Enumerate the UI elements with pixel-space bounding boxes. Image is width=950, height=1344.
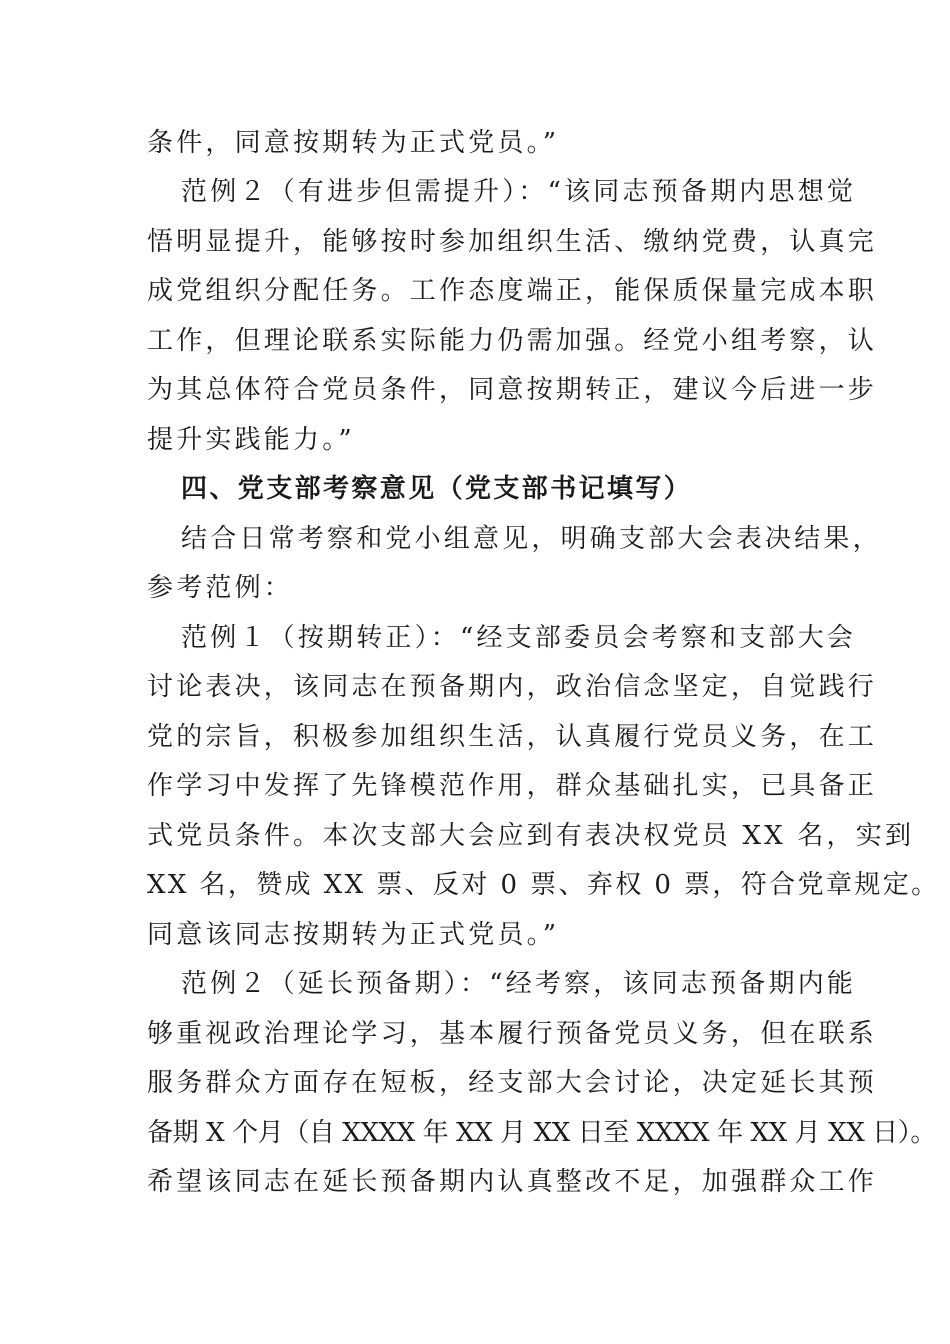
text-line: 希望该同志在延长预备期内认真整改不足，加强群众工作: [147, 1167, 878, 1197]
text-line: 结合日常考察和党小组意见，明确支部大会表决结果，: [181, 524, 882, 554]
text-line: 党的宗旨，积极参加组织生活，认真履行党员义务，在工: [147, 722, 878, 752]
text-line: 悟明显提升，能够按时参加组织生活、缴纳党费，认真完: [147, 227, 878, 257]
text-line: XX 名，赞成 XX 票、反对 0 票、弃权 0 票，符合党章规定。: [147, 870, 940, 900]
text-line: 条件，同意按期转为正式党员。”: [147, 128, 560, 158]
text-line: 提升实践能力。”: [147, 425, 355, 455]
text-line: 作学习中发挥了先锋模范作用，群众基础扎实，已具备正: [147, 771, 878, 801]
text-line: 备期 X 个月（自 XXXX 年 XX 月 XX 日至 XXXX 年 XX 月 XX 日）。: [147, 1118, 936, 1148]
text-line: 范例１（按期转正）：“经支部委员会考察和支部大会: [181, 623, 857, 653]
text-line: 参考范例：: [147, 573, 294, 603]
text-line: 式党员条件。本次支部大会应到有表决权党员 XX 名，实到: [147, 821, 915, 851]
text-line: 范例２（有进步但需提升）：“该同志预备期内思想觉: [181, 177, 857, 207]
text-line: 服务群众方面存在短板，经支部大会讨论，决定延长其预: [147, 1068, 878, 1098]
text-line: 为其总体符合党员条件，同意按期转正，建议今后进一步: [147, 375, 878, 405]
text-line: 讨论表决，该同志在预备期内，政治信念坚定，自觉践行: [147, 672, 878, 702]
text-line: 成党组织分配任务。工作态度端正，能保质保量完成本职: [147, 276, 878, 306]
text-line: 范例２（延长预备期）：“经考察，该同志预备期内能: [181, 969, 857, 999]
section-heading: 四、党支部考察意见（党支部书记填写）: [181, 474, 693, 504]
text-line: 工作，但理论联系实际能力仍需加强。经党小组考察，认: [147, 326, 878, 356]
text-line: 同意该同志按期转为正式党员。”: [147, 920, 560, 950]
text-line: 够重视政治理论学习，基本履行预备党员义务，但在联系: [147, 1019, 878, 1049]
